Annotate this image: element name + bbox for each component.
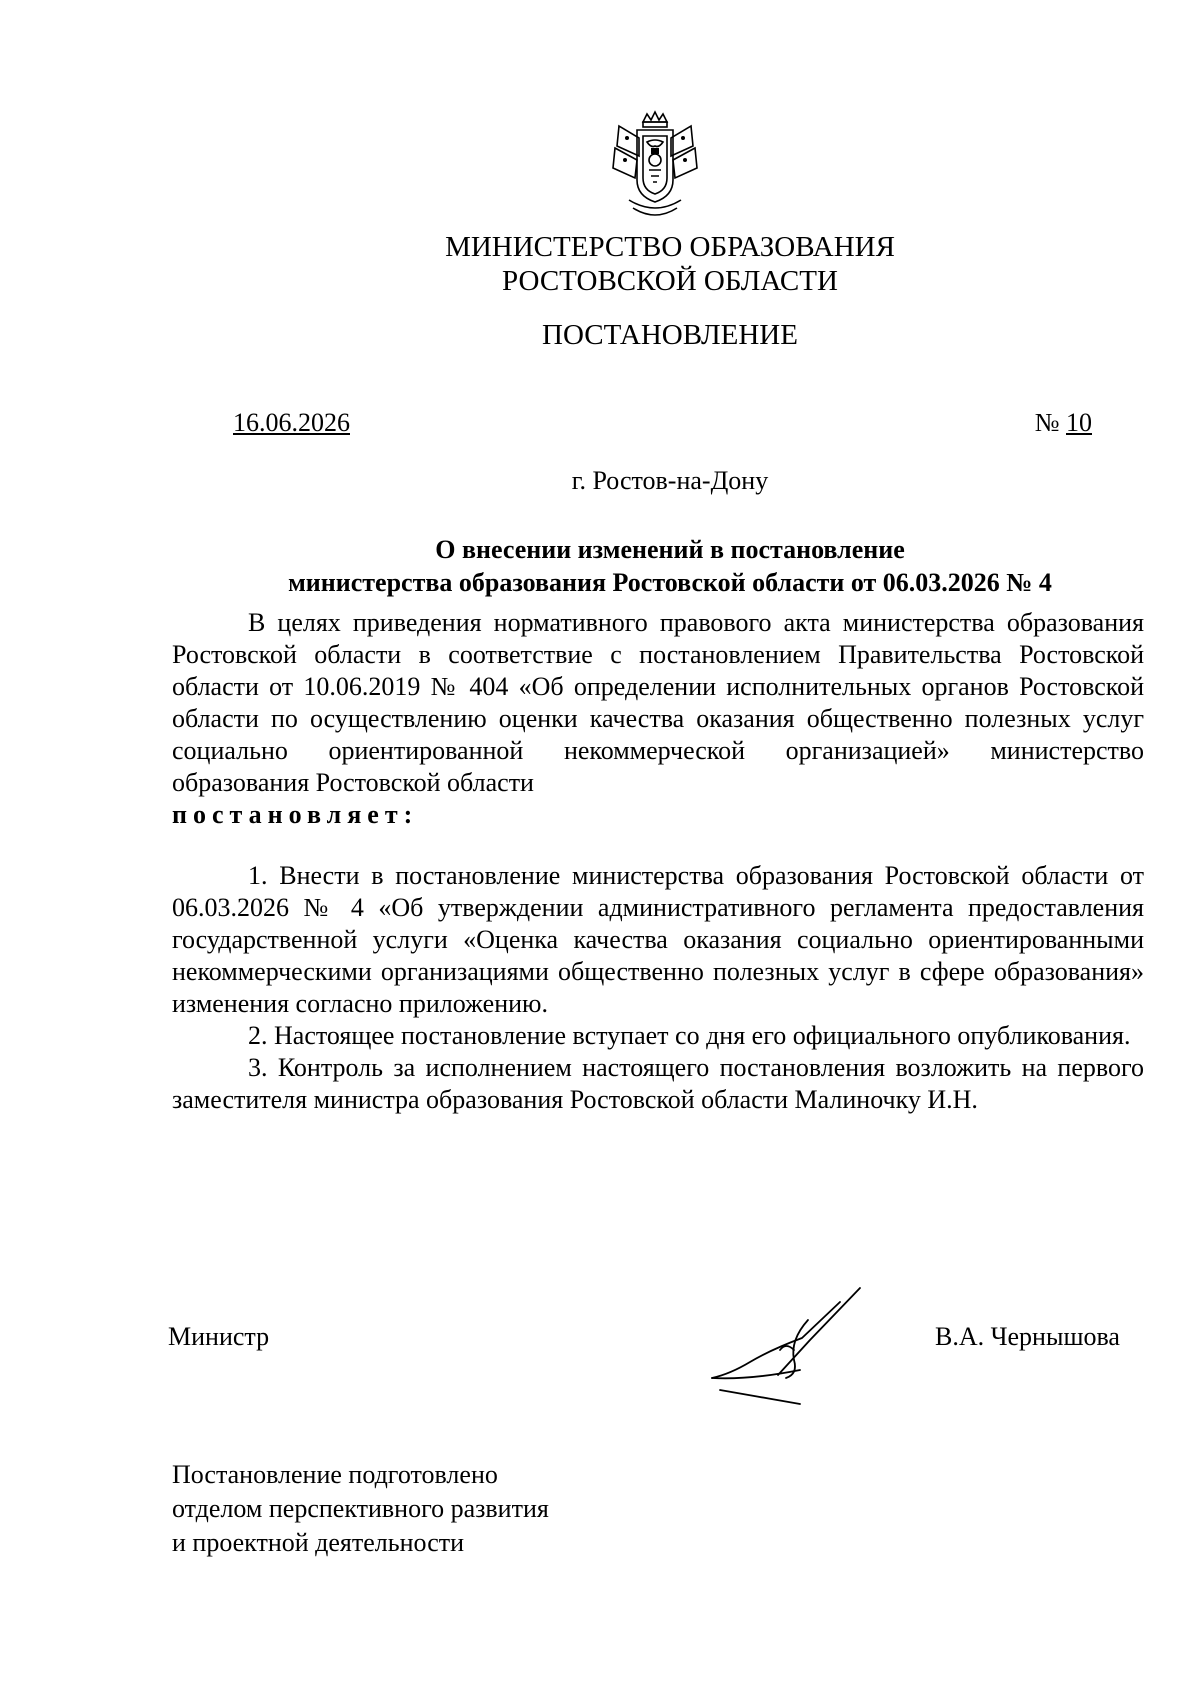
item-2: 2. Настоящее постановление вступает со дня его официального опубликования.	[248, 1021, 1131, 1050]
title-line1: О внесении изменений в постановление	[435, 535, 905, 564]
signer-name: В.А. Чернышова	[935, 1322, 1120, 1351]
preamble-section	[172, 607, 1144, 831]
items-section	[172, 860, 1144, 1116]
document-city: г. Ростов-на-Дону	[571, 466, 769, 495]
prepared-by-line1: Постановление подготовлено	[172, 1460, 498, 1489]
coat-of-arms-icon	[605, 108, 705, 220]
document-title	[210, 533, 1130, 599]
title-line2: министерства образования Ростовской области от 06.03.2026 № 4	[288, 568, 1052, 597]
signature-image	[690, 1280, 880, 1410]
number-sign: №	[1034, 408, 1060, 437]
document-number	[1035, 408, 1092, 438]
prepared-by	[172, 1458, 549, 1560]
item-1: 1. Внести в постановление министерства образования Ростовской области от 06.03.2026 № 4 «Об утверждении административного регламента предоставления государственной услуги «Оценка качества оказания социально ориентированными некоммерческими организациями общественно полезных услуг в сфере образования» изменения согласно приложению.	[172, 861, 1144, 1018]
prepared-by-line2: отделом перспективного развития	[172, 1494, 549, 1523]
decree-word: постановляет:	[172, 800, 419, 829]
signer-role: Министр	[168, 1322, 270, 1351]
item-3: 3. Контроль за исполнением настоящего постановления возложить на первого заместителя министра образования Ростовской области Малиночку И.Н.	[172, 1053, 1144, 1114]
preamble-text: В целях приведения нормативного правового акта министерства образования Ростовской области в соответствие с постановлением Правительства Ростовской области от 10.06.2019 № 404 «Об определении исполнительных органов Ростовской области по осуществлению оценки качества оказания общественно полезных услуг социально ориентированной некоммерческой организацией» министерство образования Ростовской области	[172, 608, 1144, 797]
ministry-name-line2: РОСТОВСКОЙ ОБЛАСТИ	[502, 265, 838, 297]
ministry-header	[210, 230, 1130, 298]
document-date: 16.06.2026	[233, 408, 350, 437]
number-value: 10	[1066, 408, 1092, 437]
document-type: ПОСТАНОВЛЕНИЕ	[542, 319, 798, 351]
ministry-name-line1: МИНИСТЕРСТВО ОБРАЗОВАНИЯ	[445, 231, 895, 263]
prepared-by-line3: и проектной деятельности	[172, 1528, 465, 1557]
